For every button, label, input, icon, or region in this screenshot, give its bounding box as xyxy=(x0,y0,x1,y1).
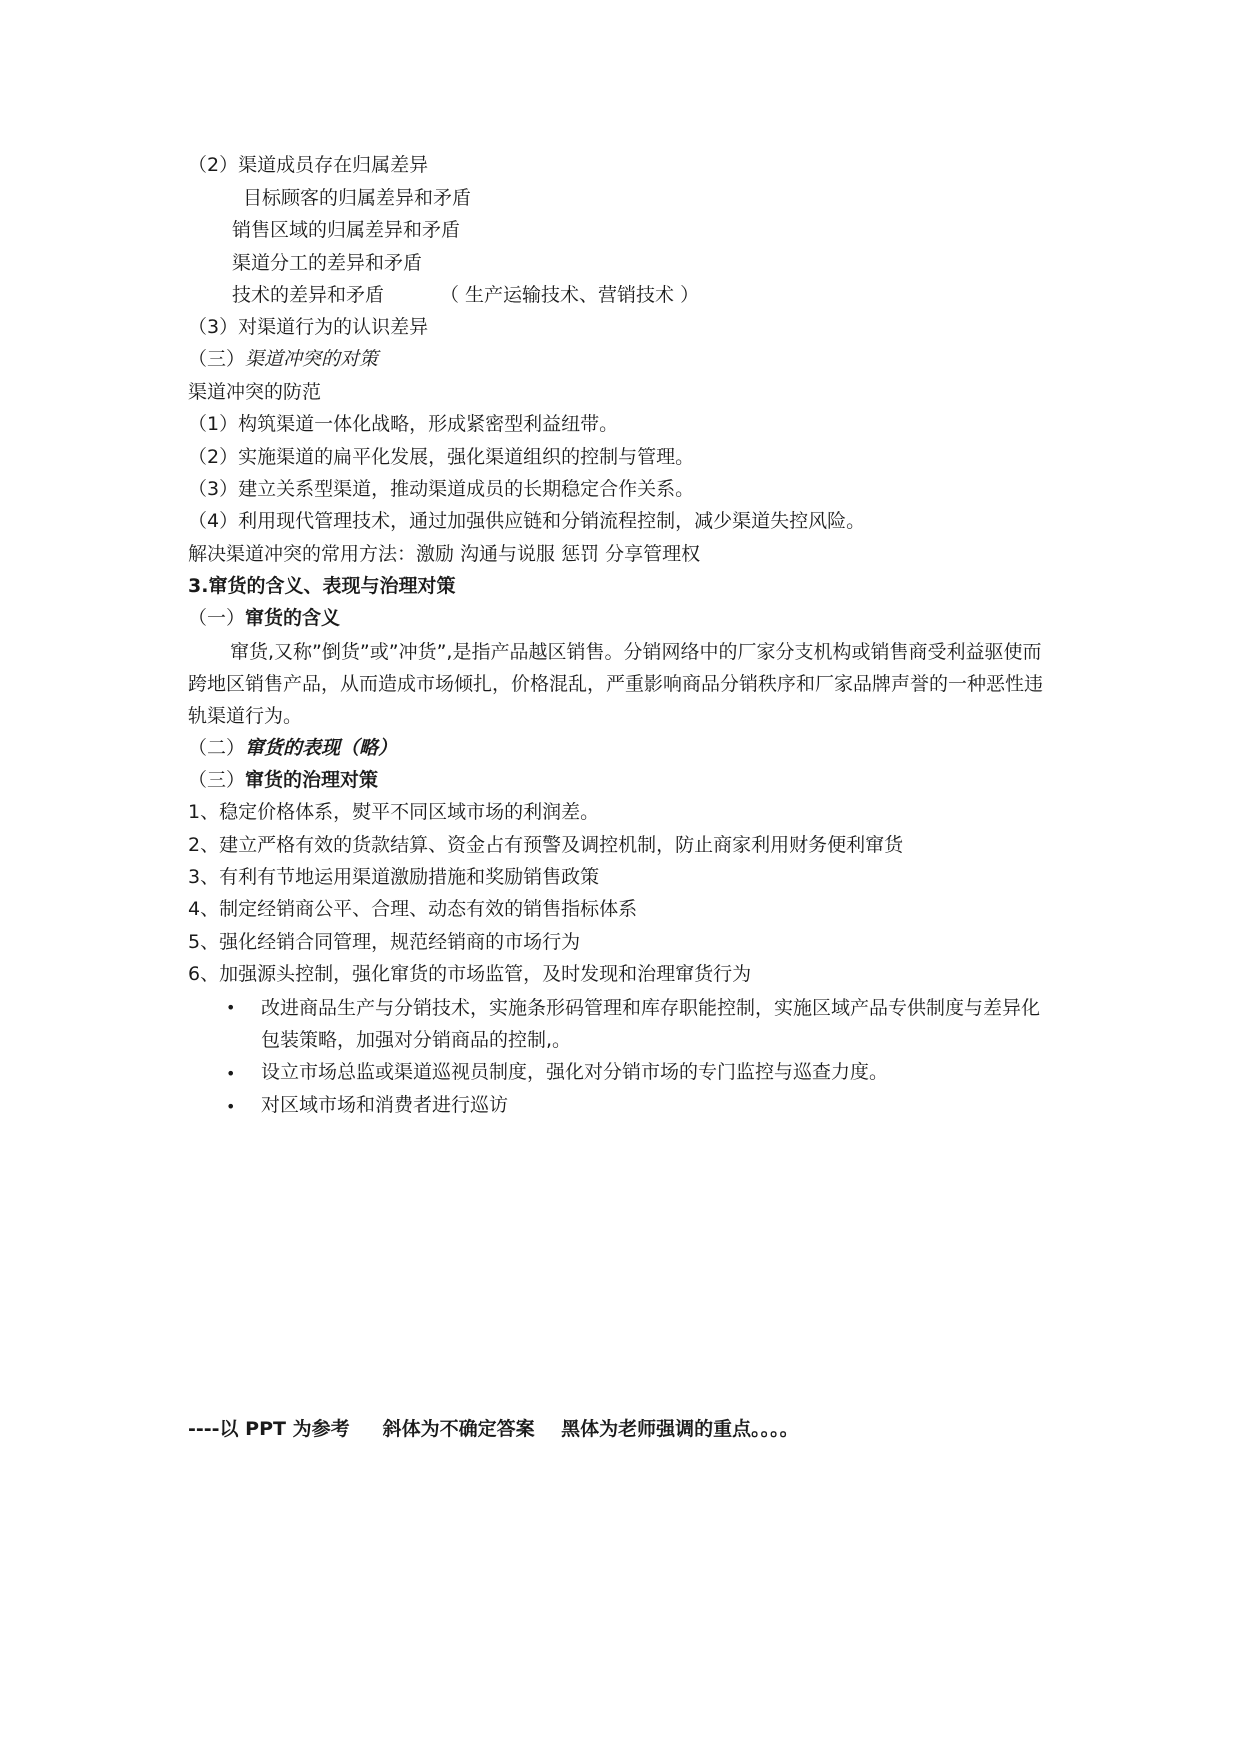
list-item: 1、稳定价格体系，熨平不同区域市场的利润差。 xyxy=(188,801,600,823)
manifestation-title: 窜货的表现（略） xyxy=(245,737,398,759)
list-item: 4、制定经销商公平、合理、动态有效的销售指标体系 xyxy=(188,898,638,920)
section-3-heading: （3）对渠道行为的认识差异 xyxy=(188,316,429,338)
bullet-item: 设立市场总监或渠道巡视员制度，强化对分销市场的专门监控与巡查力度。 xyxy=(261,1061,889,1083)
manifestation-heading xyxy=(188,734,397,762)
governance-heading xyxy=(188,766,378,794)
meaning-title: 窜货的含义 xyxy=(245,607,341,629)
list-item: 6、加强源头控制，强化窜货的市场监管，及时发现和治理窜货行为 xyxy=(188,963,752,985)
manifestation-prefix: （二） xyxy=(188,737,246,759)
list-item: 5、强化经销合同管理，规范经销商的市场行为 xyxy=(188,931,581,953)
list-item: （2）实施渠道的扁平化发展，强化渠道组织的控制与管理。 xyxy=(188,446,695,468)
list-item: 3、有利有节地运用渠道激励措施和奖励销售政策 xyxy=(188,866,600,888)
meaning-paragraph: 窜货,又称”倒货”或”冲货”,是指产品越区销售。分销网络中的厂家分支机构或销售商受利益驱使而跨地区销售产品，从而造成市场倾扎，价格混乱，严重影响商品分销秩序和厂家品牌声誉的一种恶性违轨渠道行为。 xyxy=(188,641,1044,727)
countermeasures-prefix: （三） xyxy=(188,348,246,370)
bullet-item: 对区域市场和消费者进行巡访 xyxy=(261,1094,509,1116)
bullet-icon: • xyxy=(226,998,236,1017)
conflict-methods: 解决渠道冲突的常用方法：激励 沟通与说服 惩罚 分享管理权 xyxy=(188,543,701,565)
list-item: （4）利用现代管理技术，通过加强供应链和分销流程控制，减少渠道失控风险。 xyxy=(188,510,866,532)
governance-prefix: （三） xyxy=(188,769,246,791)
prevention-title: 渠道冲突的防范 xyxy=(188,381,322,403)
list-item: 渠道分工的差异和矛盾 xyxy=(232,252,423,274)
list-item: 2、建立严格有效的货款结算、资金占有预警及调控机制，防止商家利用财务便利窜货 xyxy=(188,834,904,856)
countermeasures-heading xyxy=(188,345,378,373)
section-title: 3.窜货的含义、表现与治理对策 xyxy=(188,575,456,597)
list-item: 技术的差异和矛盾 xyxy=(232,284,385,306)
bullet-icon: • xyxy=(226,1097,236,1116)
bullet-icon: • xyxy=(226,1064,236,1083)
bullet-item: 改进商品生产与分销技术，实施条形码管理和库存职能控制，实施区域产品专供制度与差异化包装策略，加强对分销商品的控制,。 xyxy=(261,997,1041,1051)
governance-title: 窜货的治理对策 xyxy=(245,769,379,791)
list-item: （1）构筑渠道一体化战略，形成紧密型利益纽带。 xyxy=(188,413,619,435)
list-item: （3）建立关系型渠道，推动渠道成员的长期稳定合作关系。 xyxy=(188,478,695,500)
section-2-heading: （2）渠道成员存在归属差异 xyxy=(188,154,429,176)
footer-note: ----以 PPT 为参考 斜体为不确定答案 黑体为老师强调的重点。。。。 xyxy=(188,1418,799,1440)
list-item: 目标顾客的归属差异和矛盾 xyxy=(243,187,472,209)
meaning-heading xyxy=(188,604,340,632)
list-item-note: （ 生产运输技术、营销技术 ） xyxy=(440,284,700,306)
countermeasures-title: 渠道冲突的对策 xyxy=(245,348,379,370)
meaning-prefix: （一） xyxy=(188,607,246,629)
list-item: 销售区域的归属差异和矛盾 xyxy=(232,219,461,241)
